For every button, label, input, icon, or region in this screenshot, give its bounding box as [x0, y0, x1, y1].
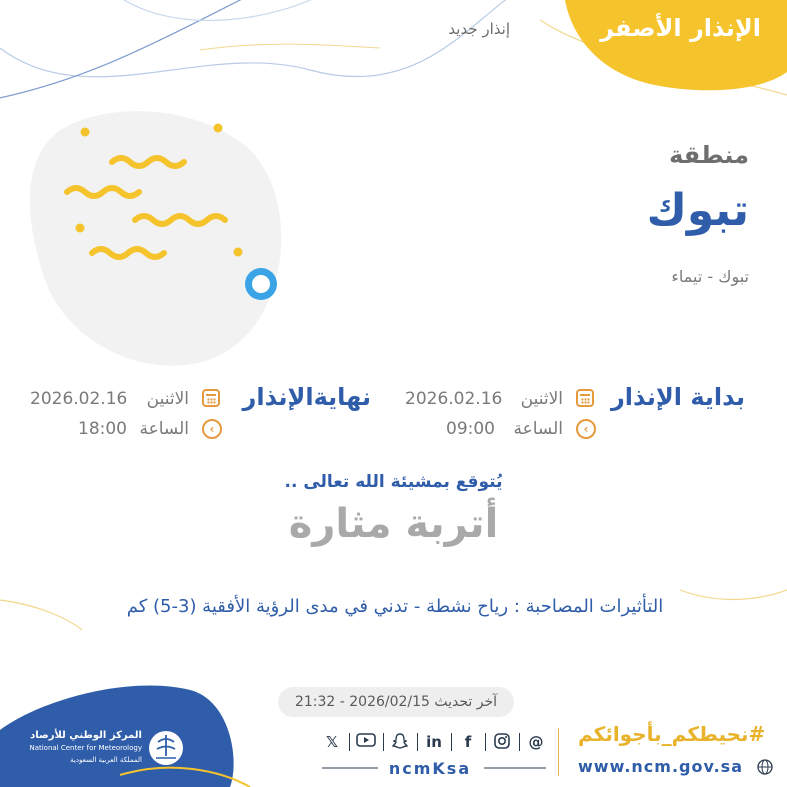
- threads-icon[interactable]: @: [528, 733, 544, 751]
- alert-start-time: 09:00: [446, 419, 495, 439]
- social-icons-row: [322, 728, 546, 756]
- alert-start-day: الاثنين: [520, 389, 563, 409]
- alert-start-date: 2026.02.16: [405, 389, 503, 409]
- ncm-emblem-icon: [149, 731, 183, 765]
- logo-name-ar: المركز الوطني للأرصاد: [30, 730, 142, 741]
- alert-end-title: نهايةالإنذار: [242, 383, 371, 411]
- last-update-badge: آخر تحديث 2026/02/15 - 21:32: [278, 687, 514, 717]
- alert-end-day: الاثنين: [146, 389, 189, 409]
- alert-start-title: بداية الإنذار: [610, 383, 745, 411]
- dust-wind-illustration: [30, 111, 281, 366]
- alert-start-time-label: الساعة: [513, 419, 563, 439]
- divider: [417, 733, 418, 751]
- globe-icon-shape: [758, 760, 772, 774]
- campaign-hashtag: #نحيطكم_بأجوائكم: [578, 722, 766, 746]
- expectation-text: يُتوقع بمشيئة الله تعالى ..: [284, 472, 503, 492]
- x-icon[interactable]: 𝕏: [325, 733, 339, 751]
- social-handle[interactable]: ncmKsa: [388, 759, 472, 778]
- alert-level-title: الإنذار الأصفر: [600, 14, 761, 42]
- divider: [349, 733, 350, 751]
- snapchat-icon[interactable]: [390, 732, 410, 752]
- clock-icon: ‹: [576, 419, 596, 439]
- divider: [451, 733, 452, 751]
- alert-end-date: 2026.02.16: [30, 389, 128, 409]
- clock-icon: ‹: [202, 419, 222, 439]
- region-areas: تبوك - تيماء: [671, 267, 749, 286]
- alert-end-time: 18:00: [78, 419, 127, 439]
- divider: [519, 733, 520, 751]
- impacts-text: التأثيرات المصاحبة : رياح نشطة - تدني في مدى الرؤية الأفقية (3-5) كم: [126, 596, 664, 617]
- logo-name-en: National Center for Meteorology: [29, 744, 142, 752]
- region-label: منطقة: [669, 141, 749, 169]
- calendar-icon: [202, 389, 220, 407]
- logo-country-ar: المملكة العربية السعودية: [70, 756, 142, 764]
- calendar-icon: [576, 389, 594, 407]
- divider: [383, 733, 384, 751]
- alert-end-time-label: الساعة: [139, 419, 189, 439]
- divider: [485, 733, 486, 751]
- new-alert-label: إنذار جديد: [448, 20, 510, 38]
- website-link[interactable]: www.ncm.gov.sa: [578, 757, 743, 776]
- footer-divider: [558, 728, 559, 776]
- youtube-icon[interactable]: [356, 732, 376, 752]
- linkedin-icon[interactable]: in: [426, 733, 442, 751]
- instagram-icon[interactable]: [492, 732, 512, 752]
- ncm-logo-text: [24, 730, 142, 766]
- phenomenon-title: أتربة مثارة: [288, 501, 499, 547]
- region-name: تبوك: [646, 185, 749, 236]
- facebook-icon[interactable]: f: [464, 733, 472, 751]
